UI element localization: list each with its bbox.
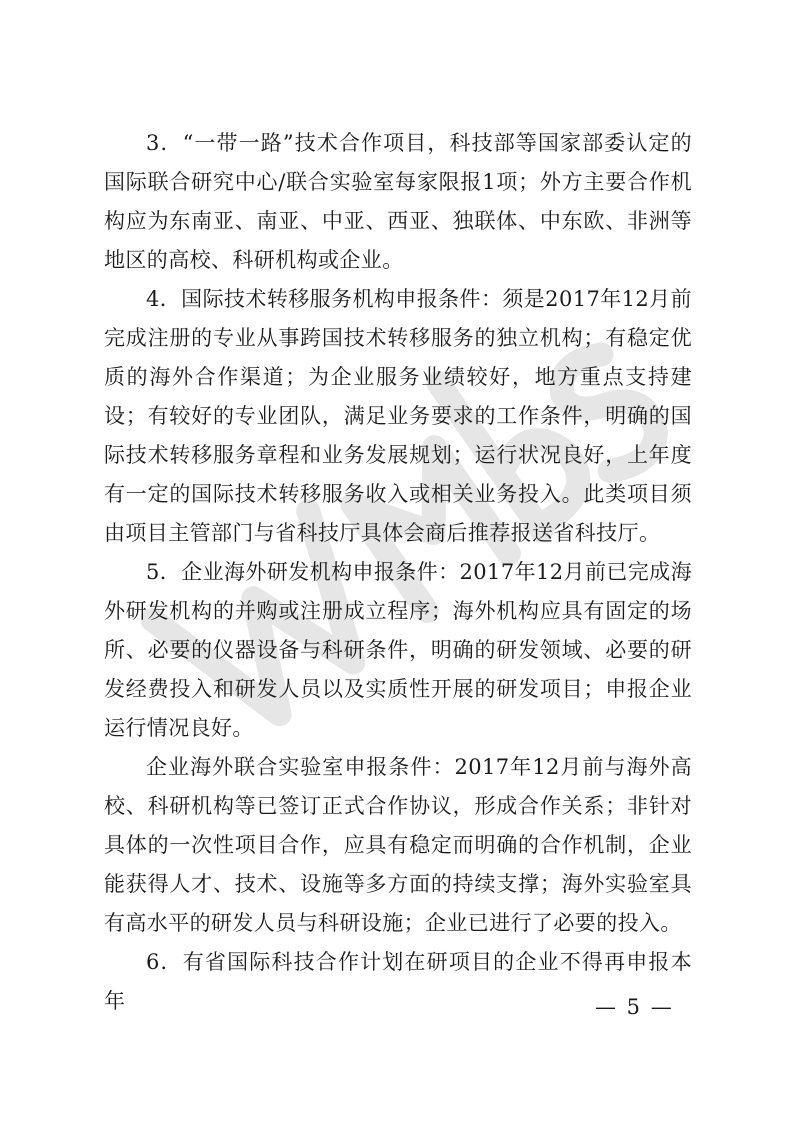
document-body [104, 124, 692, 1021]
paragraph-item-6: 6．有省国际科技合作计划在研项目的企业不得再申报本年 [104, 950, 692, 1013]
page-number: — 5 — [595, 995, 674, 1019]
paragraph-item-3: 3．“一带一路”技术合作项目，科技部等国家部委认定的国际联合研究中心/联合实验室每家限报1项；外方主要合作机构应为东南亚、南亚、中亚、西亚、独联体、中东欧、非洲等地区的高校、科研机构或企业。 [104, 131, 692, 272]
paragraph-joint-lab: 企业海外联合实验室申报条件：2017年12月前与海外高校、科研机构等已签订正式合作协议，形成合作关系；非针对具体的一次性项目合作，应具有稳定而明确的合作机制，企业能获得人才、技术、设施等多方面的持续支撑；海外实验室具有高水平的研发人员与科研设施；企业已进行了必要的投入。 [104, 755, 692, 935]
paragraph-item-5: 5．企业海外研发机构申报条件：2017年12月前已完成海外研发机构的并购或注册成立程序；海外机构应具有固定的场所、必要的仪器设备与科研条件，明确的研发领域、必要的研发经费投入和研发人员以及实质性开展的研发项目；申报企业运行情况良好。 [104, 560, 692, 740]
paragraph-item-4: 4．国际技术转移服务机构申报条件：须是2017年12月前完成注册的专业从事跨国技术转移服务的独立机构；有稳定优质的海外合作渠道；为企业服务业绩较好，地方重点支持建设；有较好的专业团队，满足业务要求的工作条件，明确的国际技术转移服务章程和业务发展规划；运行状况良好，上年度有一定的国际技术转移服务收入或相关业务投入。此类项目须由项目主管部门与省科技厅具体会商后推荐报送省科技厅。 [104, 287, 692, 545]
